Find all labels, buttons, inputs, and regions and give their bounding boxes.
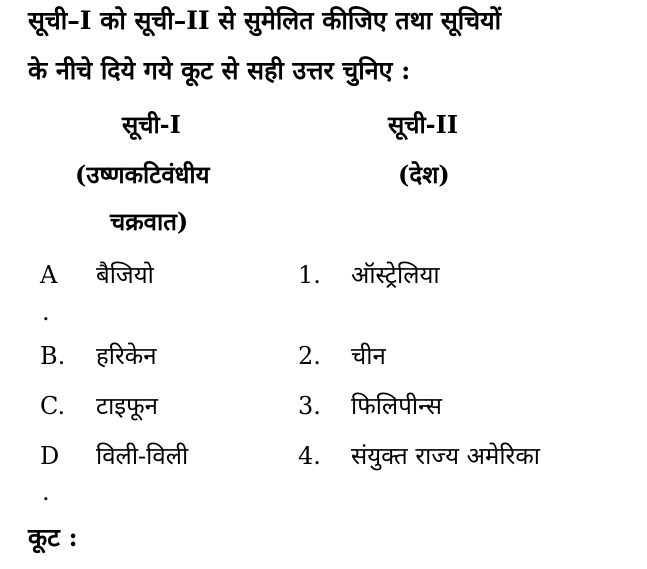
list-1-label-c: C. [40,392,66,420]
list-2-label-4: 4. [298,442,321,470]
list-1-item-d: विली-विली [96,442,189,470]
list-2-item-2: चीन [351,342,386,370]
list-2-label-3: 3. [298,392,321,420]
stray-dot: . [42,298,50,326]
list-1-subtitle-line-2: चक्रवात) [110,207,189,236]
list-2-item-4: संयुक्त राज्य अमेरिका [351,442,540,470]
question-line-1: सूची–I को सूची–II से सुमेलित कीजिए तथा सूचियों [28,6,502,35]
list-2-item-3: फिलिपीन्स [351,392,443,420]
stray-dot-2: . [42,478,50,506]
list-2-item-1: ऑस्ट्रेलिया [351,261,440,289]
list-1-title: सूची-I [122,110,181,139]
code-label: कूट : [28,523,78,552]
question-line-2: के नीचे दिये गये कूट से सही उत्तर चुनिए : [28,56,411,85]
list-2-label-1: 1. [298,261,321,289]
list-1-item-a: बैजियो [96,261,154,289]
list-1-item-c: टाइफून [96,392,158,420]
list-2-label-2: 2. [298,342,321,370]
list-2-subtitle: (देश) [398,160,450,189]
list-1-item-b: हरिकेन [96,342,157,370]
list-2-title: सूची-II [388,110,459,139]
list-1-label-b: B. [40,342,66,370]
list-1-subtitle-line-1: (उष्णकटिवंधीय [75,160,210,189]
list-1-label-a: A [40,261,58,289]
list-1-label-d: D [40,442,60,470]
